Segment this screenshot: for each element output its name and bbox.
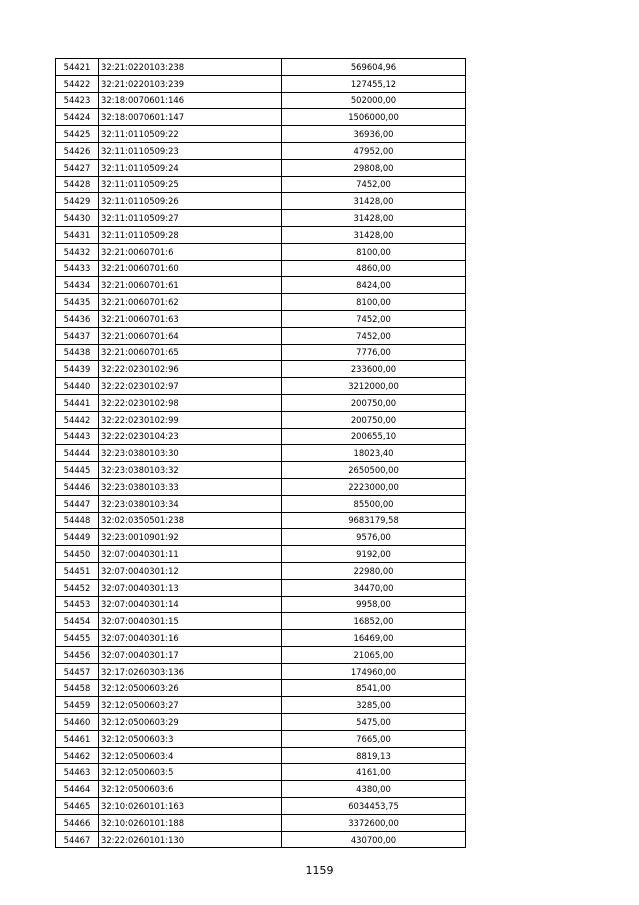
row-number-cell: 54443 (56, 428, 99, 445)
row-number-cell: 54434 (56, 277, 99, 294)
row-number-cell: 54444 (56, 445, 99, 462)
cadastral-number-cell: 32:02:0350501:238 (99, 512, 282, 529)
row-number-cell: 54464 (56, 781, 99, 798)
row-number-cell: 54435 (56, 294, 99, 311)
row-number-cell: 54438 (56, 344, 99, 361)
cadastral-number-cell: 32:10:0260101:163 (99, 798, 282, 815)
table-row (56, 344, 466, 361)
row-number-cell: 54452 (56, 579, 99, 596)
table-row (56, 445, 466, 462)
table-row (56, 546, 466, 563)
cadastral-number-cell: 32:18:0070601:147 (99, 109, 282, 126)
row-number-cell: 54457 (56, 663, 99, 680)
row-number-cell: 54459 (56, 697, 99, 714)
value-cell: 200750,00 (282, 411, 466, 428)
value-cell: 4860,00 (282, 260, 466, 277)
table-row (56, 176, 466, 193)
cadastral-number-cell: 32:21:0060701:62 (99, 294, 282, 311)
value-cell: 16469,00 (282, 630, 466, 647)
row-number-cell: 54433 (56, 260, 99, 277)
cadastral-number-cell: 32:23:0380103:32 (99, 462, 282, 479)
table-row (56, 243, 466, 260)
cadastral-number-cell: 32:22:0260101:130 (99, 831, 282, 848)
cadastral-number-cell: 32:21:0060701:63 (99, 310, 282, 327)
row-number-cell: 54439 (56, 361, 99, 378)
row-number-cell: 54461 (56, 730, 99, 747)
value-cell: 6034453,75 (282, 798, 466, 815)
value-cell: 21065,00 (282, 646, 466, 663)
table-row (56, 327, 466, 344)
value-cell: 8541,00 (282, 680, 466, 697)
row-number-cell: 54437 (56, 327, 99, 344)
table-row (56, 798, 466, 815)
row-number-cell: 54460 (56, 714, 99, 731)
value-cell: 9958,00 (282, 596, 466, 613)
cadastral-number-cell: 32:12:0500603:27 (99, 697, 282, 714)
value-cell: 8100,00 (282, 294, 466, 311)
cadastral-number-cell: 32:07:0040301:14 (99, 596, 282, 613)
table-row (56, 831, 466, 848)
cadastral-number-cell: 32:11:0110509:26 (99, 193, 282, 210)
table-row (56, 294, 466, 311)
table-row (56, 646, 466, 663)
value-cell: 31428,00 (282, 210, 466, 227)
row-number-cell: 54424 (56, 109, 99, 126)
row-number-cell: 54450 (56, 546, 99, 563)
value-cell: 18023,40 (282, 445, 466, 462)
table-row (56, 730, 466, 747)
row-number-cell: 54447 (56, 495, 99, 512)
row-number-cell: 54429 (56, 193, 99, 210)
value-cell: 22980,00 (282, 562, 466, 579)
value-cell: 4161,00 (282, 764, 466, 781)
table-row (56, 142, 466, 159)
row-number-cell: 54455 (56, 630, 99, 647)
value-cell: 3372600,00 (282, 814, 466, 831)
cadastral-number-cell: 32:22:0230104:23 (99, 428, 282, 445)
row-number-cell: 54462 (56, 747, 99, 764)
cadastral-number-cell: 32:11:0110509:23 (99, 142, 282, 159)
value-cell: 430700,00 (282, 831, 466, 848)
table-row (56, 714, 466, 731)
table-row (56, 814, 466, 831)
value-cell: 34470,00 (282, 579, 466, 596)
cadastral-number-cell: 32:07:0040301:15 (99, 613, 282, 630)
cadastral-number-cell: 32:22:0230102:96 (99, 361, 282, 378)
table-row (56, 562, 466, 579)
table-row (56, 361, 466, 378)
value-cell: 8100,00 (282, 243, 466, 260)
table-row (56, 596, 466, 613)
row-number-cell: 54421 (56, 59, 99, 76)
cadastral-number-cell: 32:12:0500603:5 (99, 764, 282, 781)
cadastral-number-cell: 32:11:0110509:28 (99, 226, 282, 243)
table-row (56, 59, 466, 76)
table-row (56, 226, 466, 243)
table-row (56, 75, 466, 92)
row-number-cell: 54451 (56, 562, 99, 579)
table-row (56, 512, 466, 529)
table-row (56, 394, 466, 411)
table-row (56, 428, 466, 445)
cadastral-number-cell: 32:22:0230102:98 (99, 394, 282, 411)
cadastral-number-cell: 32:21:0060701:65 (99, 344, 282, 361)
value-cell: 7452,00 (282, 310, 466, 327)
cadastral-number-cell: 32:21:0060701:60 (99, 260, 282, 277)
row-number-cell: 54467 (56, 831, 99, 848)
table-row (56, 277, 466, 294)
row-number-cell: 54436 (56, 310, 99, 327)
cadastral-number-cell: 32:12:0500603:26 (99, 680, 282, 697)
table-row (56, 109, 466, 126)
row-number-cell: 54466 (56, 814, 99, 831)
value-cell: 9192,00 (282, 546, 466, 563)
table-row (56, 193, 466, 210)
table-row (56, 92, 466, 109)
row-number-cell: 54445 (56, 462, 99, 479)
table-row (56, 630, 466, 647)
row-number-cell: 54454 (56, 613, 99, 630)
registry-table-body (56, 59, 466, 848)
row-number-cell: 54428 (56, 176, 99, 193)
row-number-cell: 54427 (56, 159, 99, 176)
cadastral-number-cell: 32:11:0110509:22 (99, 126, 282, 143)
value-cell: 7665,00 (282, 730, 466, 747)
cadastral-number-cell: 32:12:0500603:29 (99, 714, 282, 731)
cadastral-number-cell: 32:17:0260303:136 (99, 663, 282, 680)
value-cell: 47952,00 (282, 142, 466, 159)
table-row (56, 781, 466, 798)
table-row (56, 613, 466, 630)
cadastral-number-cell: 32:21:0060701:64 (99, 327, 282, 344)
row-number-cell: 54440 (56, 378, 99, 395)
value-cell: 200655,10 (282, 428, 466, 445)
value-cell: 3212000,00 (282, 378, 466, 395)
table-row (56, 697, 466, 714)
value-cell: 7452,00 (282, 176, 466, 193)
row-number-cell: 54449 (56, 529, 99, 546)
table-row (56, 680, 466, 697)
cadastral-number-cell: 32:07:0040301:17 (99, 646, 282, 663)
row-number-cell: 54465 (56, 798, 99, 815)
table-row (56, 378, 466, 395)
cadastral-number-cell: 32:07:0040301:13 (99, 579, 282, 596)
cadastral-number-cell: 32:23:0010901:92 (99, 529, 282, 546)
value-cell: 7776,00 (282, 344, 466, 361)
value-cell: 1506000,00 (282, 109, 466, 126)
value-cell: 16852,00 (282, 613, 466, 630)
cadastral-number-cell: 32:11:0110509:24 (99, 159, 282, 176)
registry-table (55, 58, 466, 848)
value-cell: 8819,13 (282, 747, 466, 764)
table-row (56, 478, 466, 495)
value-cell: 502000,00 (282, 92, 466, 109)
cadastral-number-cell: 32:22:0230102:99 (99, 411, 282, 428)
cadastral-number-cell: 32:21:0220103:239 (99, 75, 282, 92)
value-cell: 127455,12 (282, 75, 466, 92)
cadastral-number-cell: 32:23:0380103:33 (99, 478, 282, 495)
value-cell: 233600,00 (282, 361, 466, 378)
cadastral-number-cell: 32:22:0230102:97 (99, 378, 282, 395)
table-row (56, 529, 466, 546)
value-cell: 31428,00 (282, 226, 466, 243)
table-row (56, 579, 466, 596)
row-number-cell: 54432 (56, 243, 99, 260)
table-row (56, 260, 466, 277)
cadastral-number-cell: 32:23:0380103:34 (99, 495, 282, 512)
table-row (56, 159, 466, 176)
value-cell: 4380,00 (282, 781, 466, 798)
cadastral-number-cell: 32:10:0260101:188 (99, 814, 282, 831)
value-cell: 9576,00 (282, 529, 466, 546)
row-number-cell: 54446 (56, 478, 99, 495)
value-cell: 200750,00 (282, 394, 466, 411)
page-number: 1159 (305, 864, 334, 877)
cadastral-number-cell: 32:21:0060701:61 (99, 277, 282, 294)
row-number-cell: 54453 (56, 596, 99, 613)
value-cell: 36936,00 (282, 126, 466, 143)
row-number-cell: 54442 (56, 411, 99, 428)
value-cell: 2650500,00 (282, 462, 466, 479)
value-cell: 174960,00 (282, 663, 466, 680)
value-cell: 31428,00 (282, 193, 466, 210)
cadastral-number-cell: 32:23:0380103:30 (99, 445, 282, 462)
row-number-cell: 54456 (56, 646, 99, 663)
cadastral-number-cell: 32:11:0110509:25 (99, 176, 282, 193)
cadastral-number-cell: 32:07:0040301:12 (99, 562, 282, 579)
row-number-cell: 54463 (56, 764, 99, 781)
value-cell: 7452,00 (282, 327, 466, 344)
value-cell: 8424,00 (282, 277, 466, 294)
value-cell: 29808,00 (282, 159, 466, 176)
value-cell: 3285,00 (282, 697, 466, 714)
table-row (56, 210, 466, 227)
row-number-cell: 54423 (56, 92, 99, 109)
table-row (56, 663, 466, 680)
table-row (56, 495, 466, 512)
cadastral-number-cell: 32:12:0500603:6 (99, 781, 282, 798)
value-cell: 85500,00 (282, 495, 466, 512)
cadastral-number-cell: 32:21:0220103:238 (99, 59, 282, 76)
row-number-cell: 54430 (56, 210, 99, 227)
cadastral-number-cell: 32:21:0060701:6 (99, 243, 282, 260)
row-number-cell: 54422 (56, 75, 99, 92)
cadastral-number-cell: 32:07:0040301:16 (99, 630, 282, 647)
row-number-cell: 54431 (56, 226, 99, 243)
cadastral-number-cell: 32:07:0040301:11 (99, 546, 282, 563)
table-row (56, 764, 466, 781)
cadastral-number-cell: 32:11:0110509:27 (99, 210, 282, 227)
value-cell: 5475,00 (282, 714, 466, 731)
table-row (56, 126, 466, 143)
row-number-cell: 54425 (56, 126, 99, 143)
row-number-cell: 54448 (56, 512, 99, 529)
cadastral-number-cell: 32:12:0500603:4 (99, 747, 282, 764)
cadastral-number-cell: 32:18:0070601:146 (99, 92, 282, 109)
value-cell: 569604,96 (282, 59, 466, 76)
value-cell: 9683179,58 (282, 512, 466, 529)
value-cell: 2223000,00 (282, 478, 466, 495)
cadastral-number-cell: 32:12:0500603:3 (99, 730, 282, 747)
table-row (56, 747, 466, 764)
row-number-cell: 54441 (56, 394, 99, 411)
table-row (56, 462, 466, 479)
row-number-cell: 54458 (56, 680, 99, 697)
table-row (56, 411, 466, 428)
table-row (56, 310, 466, 327)
row-number-cell: 54426 (56, 142, 99, 159)
